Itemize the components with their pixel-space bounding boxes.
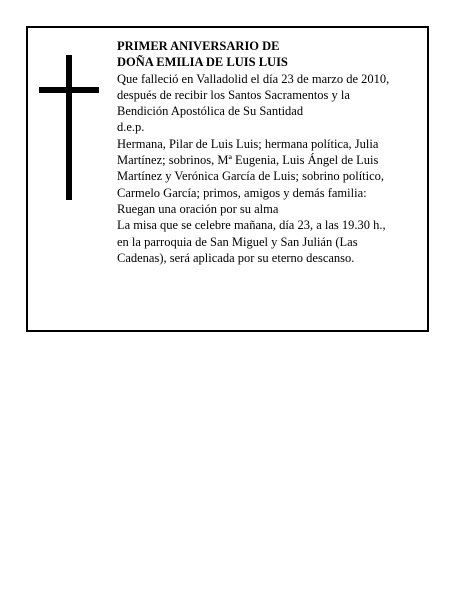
notice-body-line-7: Martínez y Verónica García de Luis; sobrino político, [117,169,385,184]
notice-body-line-12: Cadenas), será aplicada por su eterno descanso. [117,250,355,265]
notice-body-line-3: Bendición Apostólica de Su Santidad [117,104,304,119]
notice-body-line-9: Ruegan una oración por su alma [117,201,279,216]
cross-icon-horizontal-bar [39,87,99,93]
notice-body-line-11: en la parroquia de San Miguel y San Julián (Las [117,234,358,249]
notice-title-line-2: DOÑA EMILIA DE LUIS LUIS [117,55,288,70]
notice-text [117,38,422,266]
cross-icon [39,55,99,200]
notice-body-line-1: Que falleció en Valladolid el día 23 de marzo de 2010, [117,71,390,86]
notice-body-line-6: Martínez; sobrinos, Mª Eugenia, Luis Ángel de Luis [117,153,379,168]
notice-body-line-4: d.e.p. [117,120,145,135]
notice-body-line-5: Hermana, Pilar de Luis Luis; hermana política, Julia [117,136,379,151]
notice-body-line-8: Carmelo García; primos, amigos y demás familia: [117,185,367,200]
notice-title-line-1: PRIMER ANIVERSARIO DE [117,39,280,53]
cross-icon-vertical-bar [66,55,72,200]
notice-body-line-10: La misa que se celebre mañana, día 23, a las 19.30 h., [117,218,386,233]
obituary-notice [26,26,429,332]
notice-body-line-2: después de recibir los Santos Sacramentos y la [117,87,350,102]
